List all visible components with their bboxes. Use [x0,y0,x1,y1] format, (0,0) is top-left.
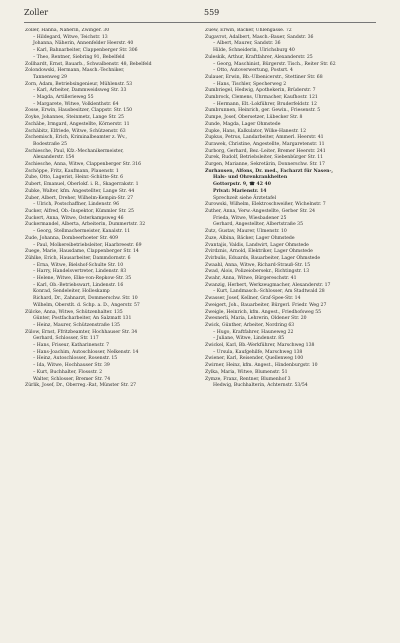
directory-entry: Gerhard, Angestellter, Albertstraße 35 [213,222,304,228]
header-rule [24,22,376,23]
directory-entry: Alexanderstr. 154 [33,155,75,161]
directory-entry: Zoller, Hanna, Näherin, Zwinger. 30 [25,28,110,33]
directory-entry: – Heinz, Autoschlosser, Rosenstr. 15 [33,356,118,362]
directory-entry: Zugavrot, Adalbert, Masch.-Bauer, Sandstr. 36 [205,34,314,40]
directory-entry: Zorn, Adam, Betriebsingenieur, Mühlenstr. 53 [25,81,133,87]
directory-entry: Zschäbe, Irmgard, Angestellte, Körnerstr. 11 [25,121,130,127]
directory-entry: Zurek, Rudolf, Betriebsleiter, Siebenbürger Str. 11 [205,155,324,161]
directory-entry: – Hans-Joachim, Autoschlosser, Nelkenstr. 14 [33,349,139,355]
directory-entry: – Hans, Tischler, Specherweg 2 [213,81,287,87]
directory-entry: Zülow, Ernst, Ffritzbeamter, Hochhauser Str. 34 [25,329,138,335]
directory-entry: Zwahr, Anna, Witwe, Bürgereschstr. 41 [205,276,297,282]
directory-entry: Sprechzeit siehe Ärztetafel [213,195,277,201]
directory-entry: Zucker, Alfred, Ob.-Inspektor, Kümmler Str. 25 [25,208,134,214]
directory-entry: – Harry, Handelsvertreter, Lindenstr. 83 [33,269,127,275]
directory-entry: – Helene, Witwe, Elke-von-Repkow-Str. 35 [33,276,132,282]
directory-entry: Zosse, Erwin, Hausbesitzer, Clappstr. Str. 150 [25,108,133,114]
directory-entry: Zschiesche, Paul, Kfz.-Mechanikermeister, [25,148,124,154]
page-number: 559 [204,8,220,17]
directory-entry: Gottorpstr. 9, ☎ 42 40 [213,182,271,188]
directory-entry: – Erna, Witwe, Bielshof-Schulte Str. 10 [33,262,124,268]
directory-entry: Zylka, Maria, Witwe, Blumenstr. 51 [205,369,288,375]
directory-entry: – Juliane, Witwe, Lindenstr. 85 [213,336,285,342]
directory-entry: Hedwig, Buchhalterin, Achternstr. 53/54 [213,383,308,389]
directory-entry: – Margarete, Witwe, Volklenthstr. 64 [33,101,119,107]
directory-entry: – Ulrich, Postschaffner, Lindenstr. 96 [33,202,120,208]
directory-entry: Bodestraße 25 [33,141,68,147]
directory-entry: Zwirner, Heinz, kfm. Angest., Hindenburgstr. 10 [205,363,318,369]
directory-entry: Zupke, Hans, Kalkulator, Wilke-Hanestr. 12 [205,128,307,134]
directory-entry: – Georg, Stellmachermeister, Kanalstr. 11 [33,229,131,235]
directory-entry: Zunde, Magda, Lager Ohmstede [205,121,281,127]
directory-entry: Zwaahl, Anna, Witwe, Richard-Strauß-Str. 15 [205,262,311,268]
directory-entry: Gerhard, Schlosser, Str. 117 [33,336,99,342]
directory-entry: Zutz, Gustav, Maurer, Ulmenstr. 10 [205,229,287,235]
directory-entry: Zvantajis, Valdis, Landwirt, Lager Ohmstede [205,242,309,248]
directory-entry: Zollhardt, Ernst, Bauarb., Schwalbenstr. 48, Bebelfeld [25,61,152,67]
directory-entry: – Paul, Molkereibetriebsleiter, Haarbreestr. 69 [33,242,142,248]
directory-entry: Wilhelm, Oberstlt. d. Schp. a. D., Angerstr. 57 [33,302,140,308]
directory-entry: – Karl, Ob.-Betriebswart, Lindenstr. 16 [33,282,124,288]
directory-entry: Zwanzig, Herbert, Werkzeugmacher, Alexanderstr. 17 [205,282,331,288]
directory-entry: Zuew, Erwin, Bäcker, Uhlengasse. 72 [205,28,292,33]
directory-entry: Frieda, Witwe, Wiesbadener 25 [213,215,287,221]
directory-entry: Zurgen, Marianne, Sekretärin, Donnerschw. Str. 17 [205,162,325,168]
directory-entry: Zuckert, Anna, Witwe, Osterkampsweg 46 [25,215,124,221]
directory-entry: Hilde, Schneiderin, Ulrichsburg 40 [213,48,295,54]
directory-entry: Zürlik, Josef, Dr., Oberreg.-Rat, Münster Str. 27 [25,383,137,389]
directory-entry: – Heinz, Maurer, Schützenstraße 135 [33,322,120,328]
directory-entry: Zschäbitz, Elfriede, Witwe, Schützenstr. 63 [25,128,126,134]
directory-entry: Zupkus, Petrus, Landarbeiter, Ammerl. Heerstr. 41 [205,135,324,141]
directory-entry: – Karl, Bahnarbeiter, Clappenberger Str. 306 [33,48,138,54]
directory-entry: Zschiesche, Anna, Witwe, Clappenberger Str. 316 [25,162,142,168]
directory-entry: – Hugo, Kraftfahrer, Hauneweg 22 [213,329,294,335]
directory-entry: Zuze, Albina, Bäcker, Lager Ohmstede [205,235,295,241]
directory-entry: Walter, Schlosser, Bremer Str. 74 [33,376,111,382]
directory-entry: Zwesnerli, Maria, Lehrerin, Oldener Str. 20 [205,316,307,322]
directory-entry: Zubert, Emanuel, Oberlokf. i. R., Skagerrakstr. 1 [25,182,139,188]
directory-entry: Privat: Marienstr. 14 [213,188,267,194]
directory-entry: Zwad, Alois, Polizeiobersekr., Richtingstr. 13 [205,269,310,275]
directory-entry: Zoyke, Johannes, Steinmetz, Lange Str. 25 [25,115,124,121]
directory-entry: Zurhausen, Alfons, Dr. med., Facharzt für Nasen-, [205,168,333,174]
page-header [24,8,376,22]
directory-entry: Zühlke, Erich, Hausarbeiter, Dammdornstr. 6 [25,255,131,261]
directory-entry: – Karl, Arbeiter, Dammweidsweg Str. 33 [33,88,127,94]
right-column [205,28,375,390]
directory-entry: Günter, Postfacharbeiter, An Salzmatt 131 [33,316,132,322]
directory-entry: Zumbriegel, Hedwig, Apothekerin, Brüderstr. 7 [205,88,316,94]
directory-entry: – Georg, Maschinist, Bürgerstr. Tisch., Reiter Str. 62 [213,61,336,67]
directory-entry: Zube, Otto, Lagerist, Heinr.-Schütte-Str. 6 [25,175,124,181]
directory-entry: – Kurt, Landmasch.-Schlosser, Am Stadtwald 28 [213,289,325,295]
directory-entry: Zuege, Marie, Hausdame, Clappenberger Str. 14 [25,249,139,255]
directory-entry: Zülcke, Anna, Witwe, Schützenhalter. 135 [25,309,123,315]
directory-entry: Zude, Johanna, Dombeerhoeter Str. 409 [25,235,119,241]
directory-entry: Zweigert, Joh., Bauarbeiter, Bürgerl. Friedr. Weg 27 [205,302,327,308]
directory-entry: – Ursula, Kaufgehilfe, Marschweg 138 [213,349,303,355]
directory-entry: Zuber, Albert, Dreher, Wilhelm-Kempin-Str. 27 [25,195,134,201]
directory-entry: Zwasser, Josef, Kellner, Graf-Spee-Str. 14 [205,296,301,302]
directory-entry: Zwiener, Karl, Reisender, Quellenweg 100 [205,356,304,362]
directory-entry: Zurborg, Gerhard, Bez.-Leiter, Bremer Heerstr. 241 [205,148,326,154]
directory-entry: Richard, Dr., Zahnarzt, Dommerschw. Str. 10 [33,296,138,302]
directory-entry: – Otto, Autoverwertung, Postsrt. 4 [213,68,293,74]
directory-entry: Zuleskik, Arthur, Kraftfahrer, Alexanderstr. 25 [205,54,313,60]
directory-entry: Zwick, Günther, Arbeiter, Nordring 63 [205,322,295,328]
directory-entry: Zurowski, Wilhelm, Elektroschweißer, Wichelnstr. 7 [205,202,326,208]
directory-entry: Zvirbulis, Eduards, Bauarbeiter, Lager Ohmstede [205,255,321,261]
header-left: Zoller [24,8,49,17]
directory-entry: Zschemisch, Erich, Kriminalbeamter z. Wv., [25,135,127,141]
directory-entry: – Albert, Maurer, Sandstr. 36 [213,41,281,47]
directory-entry: Zwickel, Karl, Bb.-Werkführer, Marschweg 138 [205,343,315,349]
directory-entry: – Magda, Artillerieweg 55 [33,95,94,101]
left-column [25,28,195,390]
directory-entry: – Ida, Witwe, Hochhauser Str. 39 [33,363,110,369]
directory-entry: – Hans, Friseur, Katharinenstr. 7 [33,343,109,349]
directory-entry: Zubke, Walter, kfm. Angestellter, Lange Str. 44 [25,188,135,194]
directory-entry: Zuckermandel, Alberta, Arbeiterin, Dummertstr. 32 [25,222,146,228]
directory-entry: Zvirdznis, Arnold, Elektriker, Lager Ohmstede [205,249,313,255]
directory-entry: Zschöppe, Fritz, Kaufmann, Plauenstr. 1 [25,168,119,174]
directory-entry: Zuther, Anna, Verw.-Angestellte, Gerber Str. 24 [205,208,316,214]
directory-entry: Johanna, Näherin, Annenfelder Heerstr. 40 [33,41,134,47]
directory-entry: Zolondowski, Hermann, Masch.-Techniker, [25,68,125,74]
directory-entry: Zymze, Franz, Rentner, Blumenhof 3 [205,376,291,382]
directory-entry: Zumbrock, Clemens, Uhrmacher, Kaufhostr. 121 [205,95,318,101]
directory-entry: Zweigle, Heinrich, kfm. Angest., Friedhofsweg 55 [205,309,322,315]
directory-entry: – Kurt, Buchhalter, Flossstr. 2 [33,369,103,375]
directory-entry: – Theo, Rentner, Siebring 91, Bebelfeld [33,54,125,60]
directory-entry: Zumpe, Josef, Obersetzer, Lübecker Str. 8 [205,115,303,121]
directory-entry: – Hermann, Elt.-Lokführer, Bruderfeldstr. 12 [213,101,317,107]
directory-entry: Zulauer, Erwin, Bb.-Ulbenicerstr., Stettiner Str. 68 [205,74,323,80]
directory-entry: Zumbrunnen, Heinrich, ger. Gewin., Friesenstr. 5 [205,108,321,114]
directory-entry: – Hildegard, Witwe, Teichstr. 13 [33,34,108,40]
directory-entry: Tannenweg 29 [33,74,67,80]
directory-entry: Konrad, Sendeleiter, Holleskamp [33,289,110,295]
directory-entry: Zurawek, Christine, Angestellte, Margaretenstr. 11 [205,141,325,147]
directory-entry: Hals- und Ohrenkrankheiten [213,175,288,181]
